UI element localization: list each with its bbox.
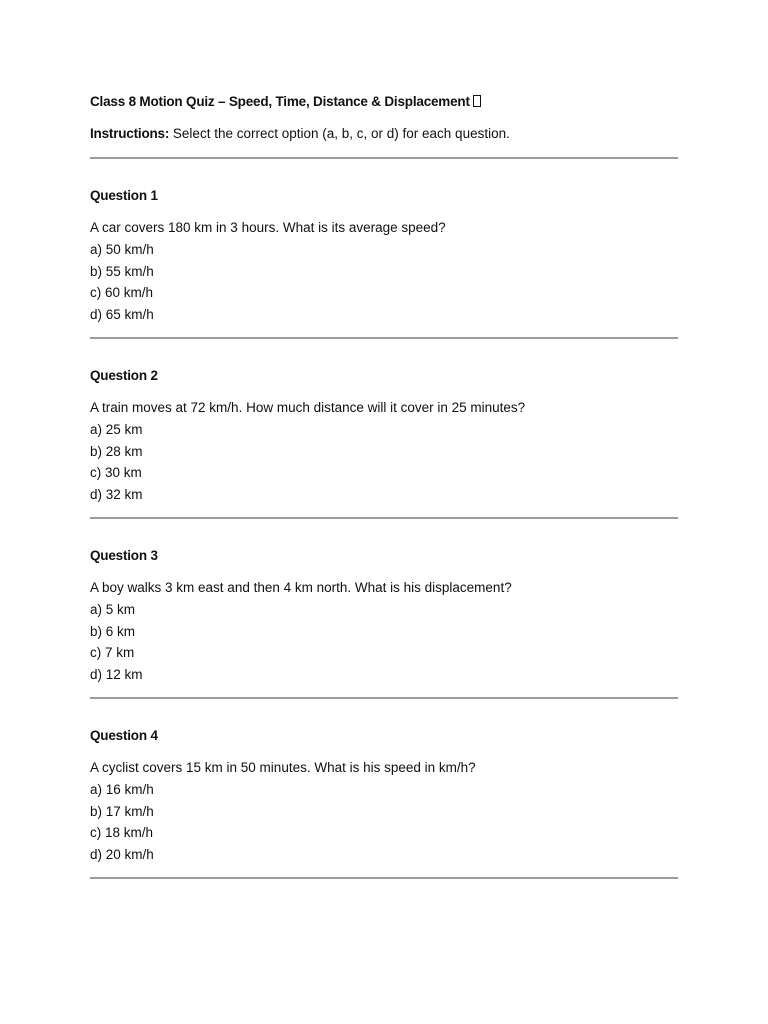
question-text: A train moves at 72 km/h. How much distance will it cover in 25 minutes? — [90, 399, 526, 415]
option-b: b) 28 km — [90, 443, 143, 459]
question-2 — [90, 339, 678, 519]
question-heading: Question 1 — [90, 188, 158, 203]
options-list — [90, 779, 678, 866]
option-a: a) 16 km/h — [90, 781, 154, 797]
options-list — [90, 419, 678, 506]
missing-glyph-icon — [473, 95, 481, 107]
option-d: d) 65 km/h — [90, 307, 154, 323]
option-b: b) 6 km — [90, 623, 136, 639]
instructions-text: Select the correct option (a, b, c, or d) for each question. — [172, 126, 510, 141]
option-a: a) 5 km — [90, 601, 136, 617]
option-a: a) 25 km — [90, 421, 143, 437]
question-heading: Question 3 — [90, 547, 158, 563]
question-3 — [90, 519, 678, 699]
question-heading: Question 4 — [90, 727, 158, 743]
option-b: b) 55 km/h — [90, 263, 154, 279]
option-c: c) 60 km/h — [90, 285, 154, 301]
option-d: d) 32 km — [90, 487, 143, 503]
options-list — [90, 599, 678, 686]
option-b: b) 17 km/h — [90, 803, 154, 819]
instructions — [90, 123, 678, 145]
question-text: A cyclist covers 15 km in 50 minutes. What is his speed in km/h? — [90, 759, 476, 775]
question-heading: Question 2 — [90, 367, 158, 383]
document-title — [90, 91, 678, 113]
option-a: a) 50 km/h — [90, 241, 154, 257]
option-c: c) 30 km — [90, 465, 142, 481]
document-title-text: Class 8 Motion Quiz – Speed, Time, Distance & Displacement — [90, 94, 470, 109]
option-d: d) 20 km/h — [90, 847, 154, 863]
quiz-document — [90, 91, 678, 879]
divider — [90, 877, 678, 879]
question-text: A car covers 180 km in 3 hours. What is its average speed? — [90, 220, 446, 235]
option-c: c) 7 km — [90, 645, 135, 661]
option-d: d) 12 km — [90, 667, 143, 683]
options-list — [90, 239, 678, 326]
option-c: c) 18 km/h — [90, 825, 154, 841]
question-1 — [90, 159, 678, 339]
instructions-label: Instructions: — [90, 126, 170, 141]
question-text: A boy walks 3 km east and then 4 km north. What is his displacement? — [90, 579, 512, 595]
question-4 — [90, 699, 678, 879]
